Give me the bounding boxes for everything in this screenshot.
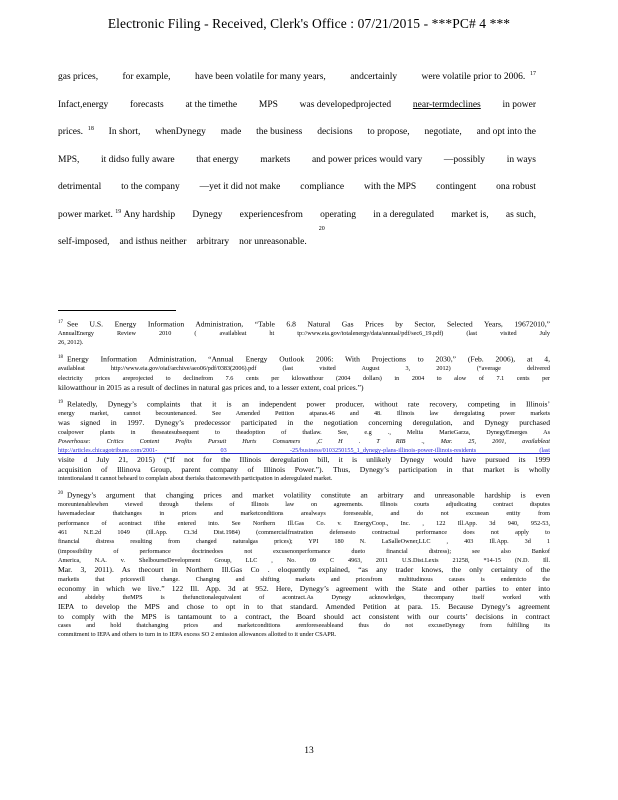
footnote-link[interactable]: availableat http://www.eia.gov/oiaf/archive/aeo06/pdf/0383(2006).pdf (last visited August 3, 2012) (“average delivered	[58, 365, 550, 373]
footnote-ref: 19	[115, 208, 122, 215]
body-line: MPS, it didso fully aware that energy markets and power prices would vary —possibly in ways	[58, 154, 536, 165]
body-text	[58, 64, 536, 257]
footnote-separator	[58, 310, 176, 311]
body-line: gas prices, for example, have been volatile for many years, andcertainly were volatile prior to 2006. $^{17}$	[58, 70, 536, 82]
footnotes	[58, 318, 550, 646]
body-line: detrimental to the company —yet it did not make compliance with the MPS contingent ona robust	[58, 182, 536, 192]
footnote-number: 17	[58, 320, 63, 325]
page-number: 13	[304, 746, 314, 756]
footnote-17: $^{17}$ See U.S. Energy Information Administration, “Table 6.8 Natural Gas Prices by Sector, Selected Years, 19672010,” AnnualEnergy Review 2010 ( availableat ht tp://www.eia.gov/totalenergy/data/annual/pdf/sec6_19.pdf) (last visited July 26, 2012).	[58, 319, 550, 347]
footnote-number: 18	[58, 355, 63, 361]
body-line: power market. $^{19}$ Any hardship Dynegy experiencesfrom operating in a deregulated market is, as such,	[58, 208, 536, 220]
filing-header: Electronic Filing - Received, Clerk's Office : 07/21/2015 - ***PC# 4 ***	[107, 16, 511, 31]
body-line: self-imposed, and isthus neither arbitrary nor unreasonable. 20	[58, 229, 536, 257]
footnote-ref: 18	[87, 125, 94, 132]
footnote-number: 20	[58, 491, 63, 497]
footnote-19: $^{19}$ Relatedly, Dynegy’s complaints that it is an independent power producer, without rate recovery, competing in Illinois’ energy market, cannot becountenanced. See Amended Petition atparas.46 and 48. Illinois law deregulating power markets was signed in 1997. Dynegy’s predecessor participated in the negotiation concerning deregulation, and Dynegy purchased coalpower plants in theseatesubsequent to theadoption of thatlaw. See, e.g ., Melita MarieGarza, DynegyEmerges As Powerhouse: Critics Content Profits Pursuit Hurts Consumers ,C H . T RIB ., Mar. 25, 2001, availableat http://articles.chicagotribune.com/2001- 03 -25/business/0103250155_1_dynegy-plans-illinois-power-illinois-residents (last visite d July 21, 2015) (“If not for the Illinois deregulation bill, it is unlikely Dynegy would have pursued its 1999 acquisition of Illinova Group, parent company of Illinois Power.”). Thus, Dynegy’s participation in that market is wholly intentionaland it cannot beheard to complain about therisks thatcomewith participation in aderegulated market.	[58, 399, 550, 483]
body-line: prices. $^{18}$ In short, whenDynegy made the business decisions to propose, negotiate, and opt into the	[58, 125, 536, 137]
footnote-ref: 17	[529, 70, 536, 77]
footnote-ref: 20	[318, 226, 325, 232]
footnote-18: $^{18}$ Energy Information Administration, “Annual Energy Outlook 2006: With Projections to 2030,” (Feb. 2006), at 4, availableat http://www.eia.gov/oiaf/archive/aeo06/pdf/0383(2006).pdf (last visited August 3, 2012) (“average delivered electricity prices areprojected to declinefrom 7.6 cents per kilowatthour (2004 dollars) in 2004 to alow of 7.1 cents per kilowatthour in 2015 as a result of declines in natural gas prices and, to a lesser extent, coal prices.”)	[58, 354, 550, 392]
body-line: Infact,energy forecasts at the timethe MPS was developedprojected near-termdeclines in power	[58, 99, 536, 110]
footnote-20: $^{20}$ Dynegy’s argument that changing prices and market volatility constitute an arbitrary and unreasonable hardship is even moreuntenablewhen viewed through thelens of Illinois law on agreements. Illinois courts adjudicating contract disputes havemadeclear thatchanges in prices and marketconditions arealways foreseeable, and do not excusean entity from performance of acontract ifthe entered into. See Northern Ill.Gas Co. v. EnergyCoop., Inc. , 122 Ill.App. 3d 940, 952-53, 461 N.E.2d 1049 (Ill.App. Ct.3d Dist.1984) (commercialfrustration defensesto contractual performance does not apply to financial distress resulting from changed naturalgas prices); YPI 180 N. LaSalleOwner,LLC , 403 Ill.App. 3d 1 (impossibility of performance doctrinedoes not excusenonperformance dueto financial distress); see also Bankof America, N.A. v. ShelbourneDevelopment Group, LLC , No. 09 C 4963, 2011 U.S.Dist.Lexis 21258, *14-15 (N.D. Ill. Mar. 3, 2011). As thecourt in Northern Ill.Gas Co . eloquently explained, “as any trader knows, the only certainty of the marketis that priceswill change. Changing and shifting markets and pricesfrom multitudinous causes is endemicto the economy in which we live.” 122 Ill. App. 3d at 952. Here, Dynegy’s agreement with the State and other parties to enter into and abideby theMPS is thefunctionalequivalent of acontract.As Dynegy acknowledges, thecompany itself worked with IEPA to develop the MPS and chose to opt in to that standard. Amended Petition at para. 15. Because Dynegy’s agreement to comply with the MPS is tantamount to a contract, the Board should act consistent with our courts’ decisions in contract cases and hold thatchanging prices and marketconditions arenforeseeableand thus do not excuseDynegy from fulfilling its commitment to IEPA and others to turn in to IEPA excess SO 2 emission allowances allotted to it under CSAPR.	[58, 490, 550, 639]
footnote-number: 19	[58, 400, 63, 406]
footnote-link[interactable]: http://articles.chicagotribune.com/2001- 03 -25/business/0103250155_1_dynegy-plans-illinois-power-illinois-residents (last	[58, 447, 550, 455]
